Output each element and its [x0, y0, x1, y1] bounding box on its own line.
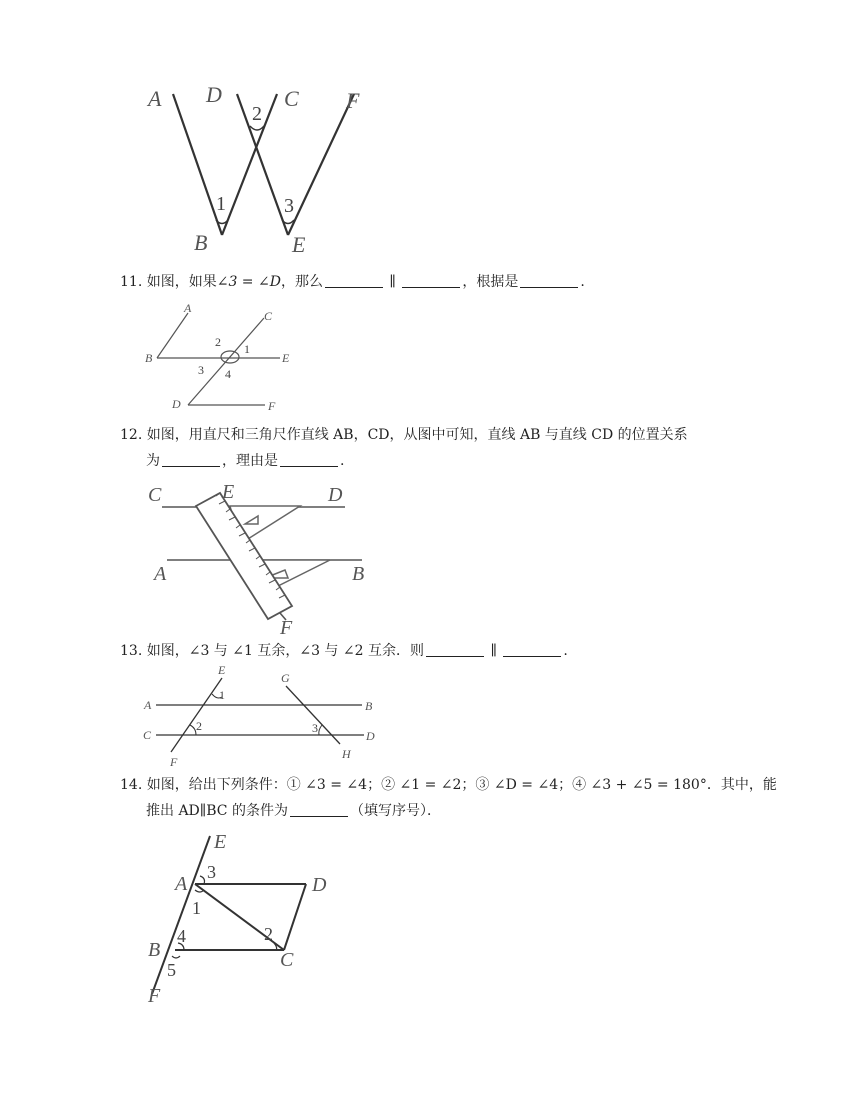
label-F: F — [280, 617, 293, 639]
label-C: C — [143, 728, 152, 742]
math-expression: ∠3 = ∠D — [216, 274, 281, 290]
line-AB — [173, 94, 222, 235]
question-text: 如图，∠3 与 ∠1 互余，∠3 与 ∠2 互余．则 — [146, 643, 424, 659]
line-EF — [152, 836, 210, 994]
label-A: A — [154, 563, 167, 585]
label-C: C — [284, 86, 299, 111]
label-E: E — [218, 663, 226, 677]
angle-label-4: 4 — [225, 367, 231, 381]
line-EF — [171, 678, 222, 752]
question-text: 推出 AD∥BC 的条件为 — [146, 803, 288, 819]
question-number: 14. — [120, 777, 143, 793]
question-12 — [120, 422, 770, 448]
label-B: B — [352, 563, 365, 585]
question-11 — [120, 269, 770, 295]
answer-blank-1[interactable] — [325, 273, 383, 288]
angle-arc-3 — [200, 876, 205, 884]
label-A: A — [175, 873, 188, 895]
parallel-symbol: ∥ — [389, 274, 396, 290]
angle-label-5: 5 — [167, 960, 176, 980]
label-F: F — [268, 399, 276, 413]
label-C: C — [264, 309, 273, 323]
label-C: C — [280, 949, 294, 971]
period: . — [563, 643, 568, 659]
angle-label-4: 4 — [177, 926, 186, 946]
line-DC — [188, 318, 264, 405]
question-12-line-2 — [146, 448, 344, 474]
label-E: E — [292, 232, 306, 257]
label-E: E — [214, 831, 227, 853]
label-C: C — [148, 484, 162, 506]
period: . — [580, 274, 585, 290]
angle-label-1: 1 — [244, 342, 250, 356]
figure-11 — [140, 298, 310, 418]
question-text: ，理由是 — [222, 453, 278, 469]
label-F: F — [148, 985, 161, 1007]
answer-blank-2[interactable] — [402, 273, 460, 288]
line-DC — [284, 884, 306, 950]
label-B: B — [148, 939, 161, 961]
label-F: F — [170, 755, 178, 769]
label-A: A — [144, 698, 152, 712]
label-A: A — [184, 301, 192, 315]
angle-arc-2 — [250, 126, 264, 130]
question-number: 12. — [120, 427, 143, 443]
label-B: B — [365, 699, 373, 713]
answer-blank-2[interactable] — [503, 642, 561, 657]
figure-10-diagram — [140, 82, 380, 267]
label-B: B — [145, 351, 153, 365]
label-B: B — [194, 230, 208, 255]
angle-label-3: 3 — [312, 721, 318, 735]
angle-label-1: 1 — [219, 688, 225, 702]
label-H: H — [342, 747, 351, 761]
question-text: ，那么 — [280, 274, 323, 290]
angle-label-1: 1 — [192, 898, 201, 918]
line-BA — [157, 313, 188, 358]
figure-11-diagram — [140, 298, 310, 418]
label-A: A — [148, 86, 162, 111]
figure-12-diagram — [140, 476, 390, 639]
question-14 — [120, 772, 777, 798]
label-D: D — [172, 397, 181, 411]
figure-14-diagram — [140, 826, 350, 1006]
answer-blank-1[interactable] — [426, 642, 484, 657]
question-14-line-2 — [146, 798, 441, 824]
label-D: D — [328, 484, 343, 506]
angle-label-2: 2 — [215, 335, 221, 349]
angle-label-3: 3 — [207, 862, 216, 882]
label-D: D — [312, 874, 327, 896]
question-number: 13. — [120, 643, 143, 659]
figure-12 — [140, 476, 390, 639]
question-text: （填写序号）． — [349, 803, 441, 819]
question-text: 如图，如果 — [146, 274, 217, 290]
label-E: E — [282, 351, 290, 365]
line-EF — [288, 94, 354, 235]
line-BC — [222, 94, 277, 235]
angle-label-3: 3 — [284, 195, 294, 217]
period: . — [340, 453, 345, 469]
figure-10 — [140, 82, 380, 267]
figure-13-diagram — [140, 664, 390, 774]
question-13 — [120, 638, 770, 664]
answer-blank-1[interactable] — [162, 452, 220, 467]
answer-blank-1[interactable] — [290, 802, 348, 817]
angle-arc-3 — [319, 725, 322, 735]
line-DE — [237, 94, 288, 235]
question-text: 如图，用直尺和三角尺作直线 AB，CD，从图中可知，直线 AB 与直线 CD 的位置关系 — [146, 427, 688, 443]
parallel-symbol: ∥ — [490, 643, 497, 659]
angle-label-2: 2 — [196, 719, 202, 733]
question-text: 如图，给出下列条件：① ∠3 = ∠4；② ∠1 = ∠2；③ ∠D = ∠4；④ ∠3 + ∠5 = 180°．其中，能 — [146, 777, 777, 793]
figure-14 — [140, 826, 350, 1006]
angle-label-1: 1 — [216, 193, 226, 215]
answer-blank-2[interactable] — [280, 452, 338, 467]
label-G: G — [281, 671, 290, 685]
label-E: E — [222, 481, 235, 503]
question-text: 为 — [146, 453, 160, 469]
figure-13 — [140, 664, 390, 774]
question-text: ，根据是 — [462, 274, 519, 290]
angle-label-2: 2 — [264, 924, 273, 944]
answer-blank-3[interactable] — [520, 273, 578, 288]
question-number: 11. — [120, 274, 143, 290]
angle-label-2: 2 — [252, 103, 262, 125]
angle-arc-5 — [172, 956, 180, 958]
label-D: D — [206, 82, 222, 107]
label-D: D — [366, 729, 375, 743]
angle-label-3: 3 — [198, 363, 204, 377]
label-F: F — [346, 88, 360, 113]
